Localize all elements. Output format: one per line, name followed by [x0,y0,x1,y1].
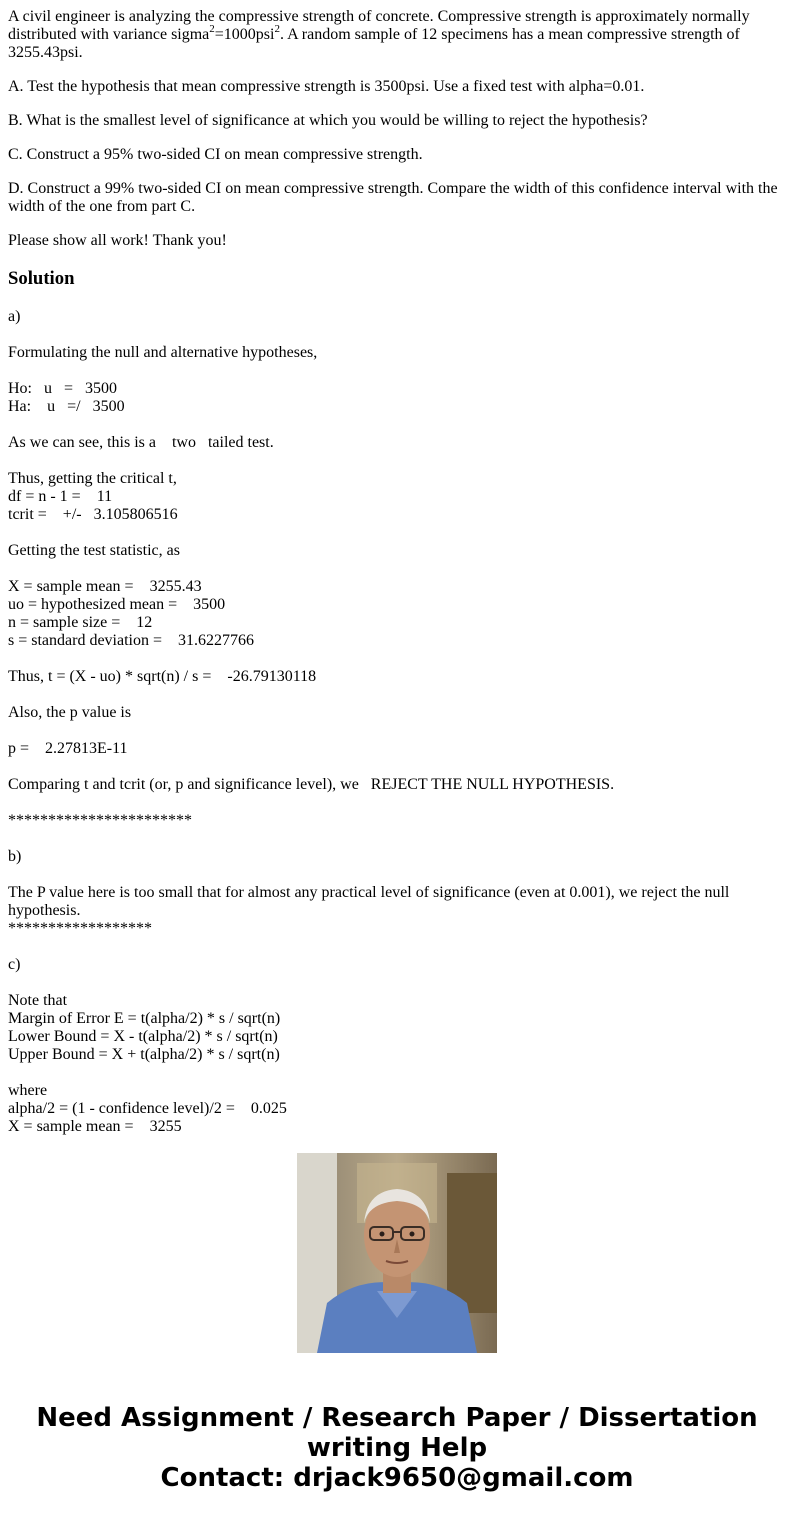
solution-line: df = n - 1 = 11 [8,488,113,505]
intro-text: =1000psi [214,26,275,43]
solution-line: Ho: u = 3500 [8,380,118,397]
solution-line: Thus, t = (X - uo) * sqrt(n) / s = -26.79130118 [8,668,317,685]
solution-line: Lower Bound = X - t(alpha/2) * s / sqrt(n) [8,1028,278,1045]
solution-line: Note that [8,992,68,1009]
solution-line: Thus, getting the critical t, [8,470,177,487]
footer-line-1: Need Assignment / Research Paper / Dissertation [36,1403,758,1433]
author-photo [297,1153,497,1353]
solution-line: As we can see, this is a two tailed test. [8,434,274,451]
solution-line [8,830,786,848]
solution-line: Formulating the null and alternative hypotheses, [8,344,318,361]
question-closing: Please show all work! Thank you! [8,232,227,249]
solution-line [8,722,786,740]
solution-line: Also, the p value is [8,704,132,721]
solution-line: Upper Bound = X + t(alpha/2) * s / sqrt(n) [8,1046,280,1063]
solution-line [8,650,786,668]
solution-line: The P value here is too small that for almost any practical level of significance (even at 0.001), we reject the null [8,884,730,901]
solution-line [8,758,786,776]
solution-line: where [8,1082,48,1099]
document-body [8,0,786,1135]
solution-line: c) [8,956,21,973]
intro-text: . A random sample of 12 specimens has a mean compressive strength of 3255.43psi. [8,26,740,61]
intro-text: A civil engineer is analyzing the compressive strength of concrete. Compressive strength is approximately normally distributed with variance sigma [8,8,750,43]
question-part-a: A. Test the hypothesis that mean compressive strength is 3500psi. Use a fixed test with alpha=0.01. [8,78,645,95]
solution-line: b) [8,848,22,865]
solution-line: ****************** [8,920,152,937]
question-intro [8,8,786,62]
solution-body [8,308,786,1136]
solution-line: Margin of Error E = t(alpha/2) * s / sqrt(n) [8,1010,281,1027]
solution-line: uo = hypothesized mean = 3500 [8,596,226,613]
solution-line: tcrit = +/- 3.105806516 [8,506,178,523]
solution-line: a) [8,308,21,325]
solution-line [8,362,786,380]
solution-line [8,524,786,542]
solution-line [8,560,786,578]
solution-line: alpha/2 = (1 - confidence level)/2 = 0.025 [8,1100,287,1117]
solution-line [8,794,786,812]
question-part-d: D. Construct a 99% two-sided CI on mean compressive strength. Compare the width of this confidence interval with the width of the one from part C. [8,180,778,215]
solution-line: Comparing t and tcrit (or, p and significance level), we REJECT THE NULL HYPOTHESIS. [8,776,615,793]
solution-line: hypothesis. [8,902,81,919]
solution-line: *********************** [8,812,192,829]
question-part-b: B. What is the smallest level of significance at which you would be willing to reject the hypothesis? [8,112,648,129]
solution-heading: Solution [8,268,75,289]
solution-line [8,866,786,884]
footer-banner [0,1403,794,1493]
solution-line: Getting the test statistic, as [8,542,180,559]
superscript: 2 [274,22,280,35]
solution-line [8,938,786,956]
solution-line: s = standard deviation = 31.6227766 [8,632,255,649]
superscript: 2 [209,22,215,35]
solution-line: p = 2.27813E-11 [8,740,128,757]
solution-line: n = sample size = 12 [8,614,153,631]
solution-line [8,416,786,434]
portrait-image [297,1153,497,1353]
solution-line [8,452,786,470]
solution-line: Ha: u =/ 3500 [8,398,125,415]
solution-line [8,974,786,992]
solution-line [8,1064,786,1082]
footer-line-2: writing Help [306,1433,488,1463]
footer-contact: Contact: drjack9650@gmail.com [160,1463,634,1493]
solution-line: X = sample mean = 3255 [8,1118,182,1135]
solution-line [8,326,786,344]
question-part-c: C. Construct a 95% two-sided CI on mean compressive strength. [8,146,423,163]
solution-line: X = sample mean = 3255.43 [8,578,202,595]
solution-line [8,686,786,704]
